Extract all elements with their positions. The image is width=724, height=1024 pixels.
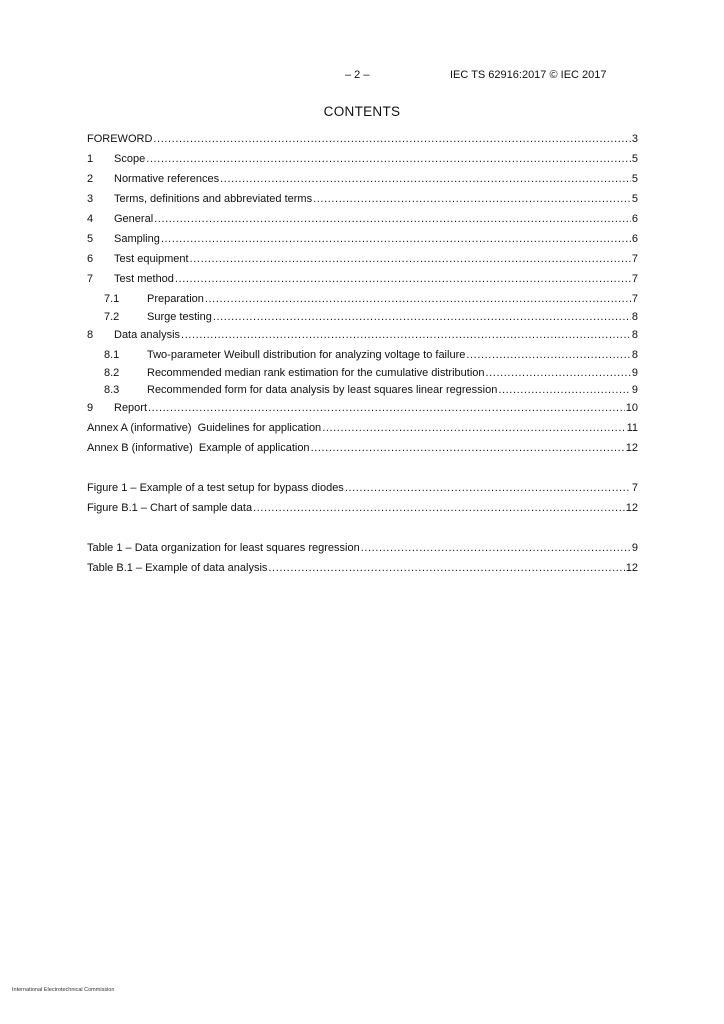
dot-leader xyxy=(253,501,625,516)
table-entry-text: Table B.1 – Example of data analysis xyxy=(87,562,268,574)
toc-entry-terms[interactable] xyxy=(87,192,638,207)
table-entry-b1[interactable] xyxy=(87,561,638,576)
toc-entry-number: 5 xyxy=(87,233,94,245)
toc-entry-page: 7 xyxy=(631,253,638,265)
table-entry-text: Table 1 – Data organization for least squares regression xyxy=(87,542,360,554)
toc-entry-test-equipment[interactable] xyxy=(87,252,638,267)
toc-entry-text: FOREWORD xyxy=(87,133,153,145)
figure-entry-text: Figure B.1 – Chart of sample data xyxy=(87,502,253,514)
toc-entry-data-analysis[interactable] xyxy=(87,328,638,343)
dot-leader xyxy=(361,541,631,556)
toc-entry-page: 11 xyxy=(626,422,638,434)
dot-leader xyxy=(486,366,631,381)
page-number: – 2 – xyxy=(345,69,370,81)
dot-leader xyxy=(148,401,625,416)
toc-entry-page: 8 xyxy=(631,349,638,361)
dot-leader xyxy=(311,441,625,456)
toc-entry-sampling[interactable] xyxy=(87,232,638,247)
toc-entry-page: 5 xyxy=(631,193,638,205)
toc-entry-page: 9 xyxy=(631,367,638,379)
toc-entry-normative-references[interactable] xyxy=(87,172,638,187)
toc-entry-text: Data analysis xyxy=(114,329,181,341)
toc-entry-annex-a[interactable] xyxy=(87,421,638,436)
toc-entry-text: Recommended median rank estimation for the cumulative distribution xyxy=(147,367,485,379)
toc-entry-page: 5 xyxy=(631,173,638,185)
toc-entry-text: Normative references xyxy=(114,173,220,185)
page-header xyxy=(0,69,724,83)
dot-leader xyxy=(205,292,631,307)
toc-entry-number: 9 xyxy=(87,402,94,414)
toc-entry-general[interactable] xyxy=(87,212,638,227)
toc-entry-weibull[interactable] xyxy=(104,348,638,363)
toc-entry-number: 2 xyxy=(87,173,94,185)
toc-entry-preparation[interactable] xyxy=(104,292,638,307)
dot-leader xyxy=(146,152,631,167)
toc-entry-number: 8.3 xyxy=(104,384,120,396)
toc-entry-report[interactable] xyxy=(87,401,638,416)
toc-entry-page: 7 xyxy=(631,273,638,285)
toc-entry-text: Scope xyxy=(114,153,146,165)
figure-entry-page: 12 xyxy=(625,502,638,514)
toc-entry-text: Sampling xyxy=(114,233,160,245)
toc-entry-number: 7 xyxy=(87,273,94,285)
toc-entry-text: Annex B (informative) Example of application xyxy=(87,442,310,454)
figure-entry-b1[interactable] xyxy=(87,501,638,516)
toc-entry-number: 3 xyxy=(87,193,94,205)
toc-entry-page: 9 xyxy=(631,384,638,396)
figure-entry-1[interactable] xyxy=(87,481,638,496)
toc-entry-least-squares[interactable] xyxy=(104,383,638,398)
toc-entry-page: 7 xyxy=(631,293,638,305)
toc-entry-number: 8.1 xyxy=(104,349,120,361)
toc-entry-text: Annex A (informative) Guidelines for application xyxy=(87,422,322,434)
toc-entry-page: 8 xyxy=(631,311,638,323)
dot-leader xyxy=(190,252,631,267)
dot-leader xyxy=(181,328,631,343)
toc-entry-text: General xyxy=(114,213,154,225)
dot-leader xyxy=(213,310,631,325)
page-title: CONTENTS xyxy=(323,104,401,119)
toc-entry-page: 6 xyxy=(631,233,638,245)
dot-leader xyxy=(153,132,630,147)
figure-entry-page: 7 xyxy=(631,482,638,494)
table-entry-1[interactable] xyxy=(87,541,638,556)
toc-entry-text: Recommended form for data analysis by least squares linear regression xyxy=(147,384,498,396)
toc-entry-number: 8 xyxy=(87,329,94,341)
toc-entry-text: Test equipment xyxy=(114,253,189,265)
table-entry-page: 12 xyxy=(625,562,638,574)
dot-leader xyxy=(220,172,631,187)
toc-entry-foreword[interactable] xyxy=(87,132,638,147)
standard-reference: IEC TS 62916:2017 © IEC 2017 xyxy=(450,69,607,81)
toc-entry-text: Terms, definitions and abbreviated terms xyxy=(114,193,313,205)
toc-entry-scope[interactable] xyxy=(87,152,638,167)
toc-entry-page: 6 xyxy=(631,213,638,225)
dot-leader xyxy=(466,348,631,363)
toc-entry-page: 10 xyxy=(625,402,638,414)
toc-entry-text: Preparation xyxy=(147,293,204,305)
toc-entry-text: Test method xyxy=(114,273,174,285)
dot-leader xyxy=(175,272,631,287)
dot-leader xyxy=(268,561,624,576)
toc-entry-text: Two-parameter Weibull distribution for analyzing voltage to failure xyxy=(147,349,466,361)
toc-entry-number: 7.1 xyxy=(104,293,120,305)
dot-leader xyxy=(154,212,631,227)
dot-leader xyxy=(345,481,631,496)
toc-entry-test-method[interactable] xyxy=(87,272,638,287)
toc-entry-page: 3 xyxy=(631,133,638,145)
figure-entry-text: Figure 1 – Example of a test setup for bypass diodes xyxy=(87,482,344,494)
toc-entry-number: 1 xyxy=(87,153,94,165)
dot-leader xyxy=(313,192,631,207)
toc-entry-annex-b[interactable] xyxy=(87,441,638,456)
toc-entry-text: Surge testing xyxy=(147,311,212,323)
toc-entry-number: 8.2 xyxy=(104,367,120,379)
toc-entry-text: Report xyxy=(114,402,148,414)
toc-entry-number: 6 xyxy=(87,253,94,265)
dot-leader xyxy=(322,421,625,436)
dot-leader xyxy=(498,383,631,398)
toc-entry-page: 12 xyxy=(625,442,638,454)
footer-commission-name: International Electrotechnical Commission xyxy=(12,987,115,993)
toc-entry-number: 7.2 xyxy=(104,311,120,323)
toc-entry-surge-testing[interactable] xyxy=(104,310,638,325)
dot-leader xyxy=(161,232,631,247)
toc-entry-page: 5 xyxy=(631,153,638,165)
toc-entry-page: 8 xyxy=(631,329,638,341)
toc-entry-median-rank[interactable] xyxy=(104,366,638,381)
toc-entry-number: 4 xyxy=(87,213,94,225)
table-entry-page: 9 xyxy=(631,542,638,554)
